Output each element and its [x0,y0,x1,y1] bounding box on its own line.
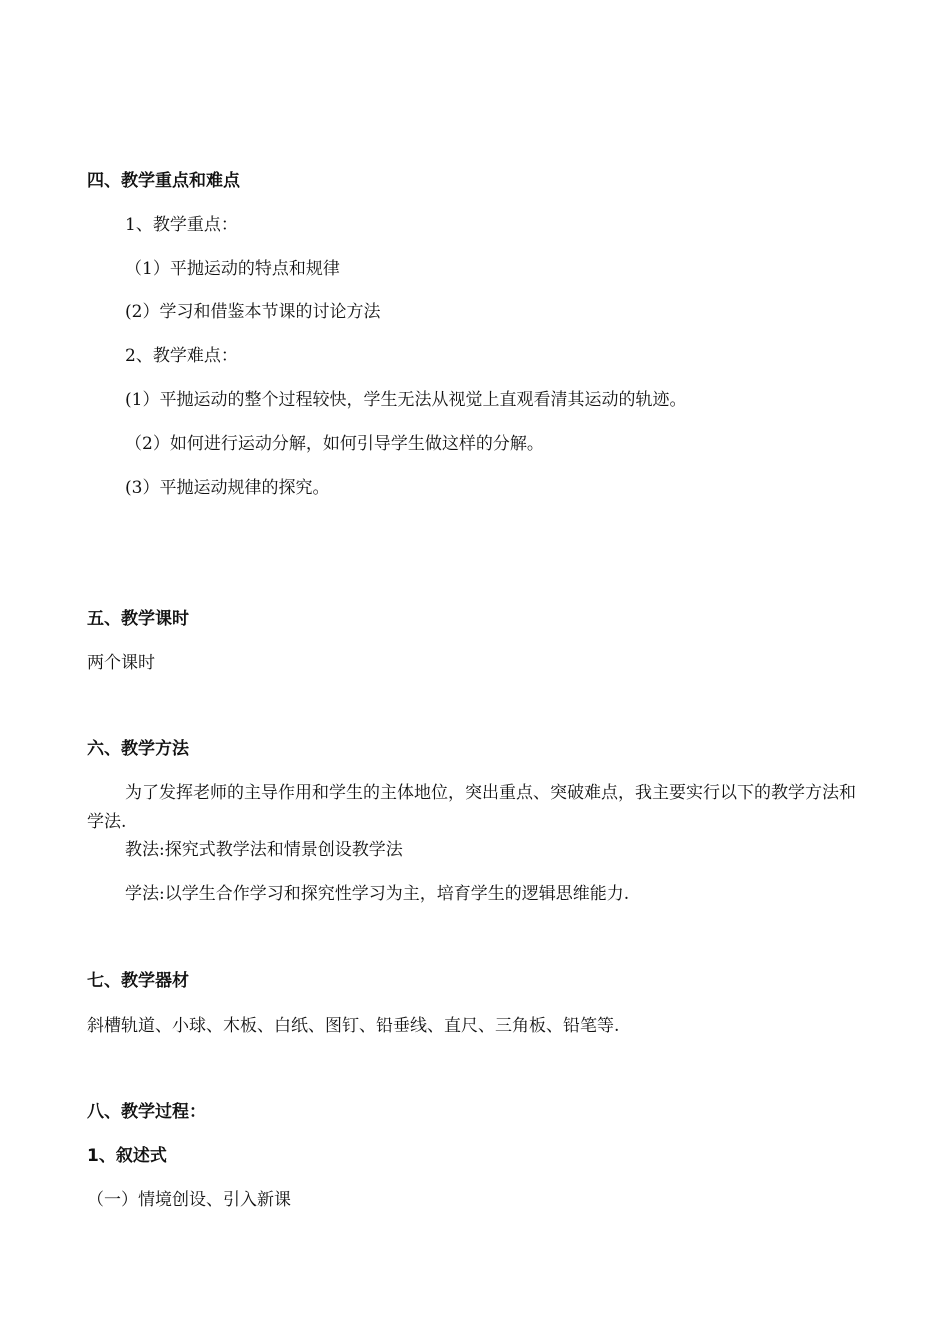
section-heading-equipment: 七、教学器材 [87,971,189,991]
section-heading-methods: 六、教学方法 [87,739,189,759]
learning-method: 学法:以学生合作学习和探究性学习为主，培育学生的逻辑思维能力. [125,884,630,904]
difficulty-item: (3）平抛运动规律的探究。 [125,478,330,498]
equipment-list: 斜槽轨道、小球、木板、白纸、图钉、铅垂线、直尺、三角板、铅笔等. [87,1016,620,1036]
process-subheading: 1、叙述式 [87,1146,167,1166]
difficulty-item: （2）如何进行运动分解，如何引导学生做这样的分解。 [125,434,544,454]
difficulty-item: (1）平抛运动的整个过程较快，学生无法从视觉上直观看清其运动的轨迹。 [125,390,687,410]
key-points-label: 1、教学重点： [125,215,238,235]
process-step: （一）情境创设、引入新课 [87,1190,291,1210]
methods-intro: 为了发挥老师的主导作用和学生的主体地位，突出重点、突破难点，我主要实行以下的教学方法和学法. [87,783,856,832]
key-point-item: (2）学习和借鉴本节课的讨论方法 [125,302,381,322]
teaching-method: 教法:探究式教学法和情景创设教学法 [125,840,403,860]
hours-text: 两个课时 [87,653,155,673]
section-heading-process: 八、教学过程： [87,1102,206,1122]
key-point-item: （1）平抛运动的特点和规律 [125,259,340,279]
section-heading-hours: 五、教学课时 [87,609,189,629]
section-heading-focus: 四、教学重点和难点 [87,171,240,191]
difficulty-label: 2、教学难点： [125,346,238,366]
